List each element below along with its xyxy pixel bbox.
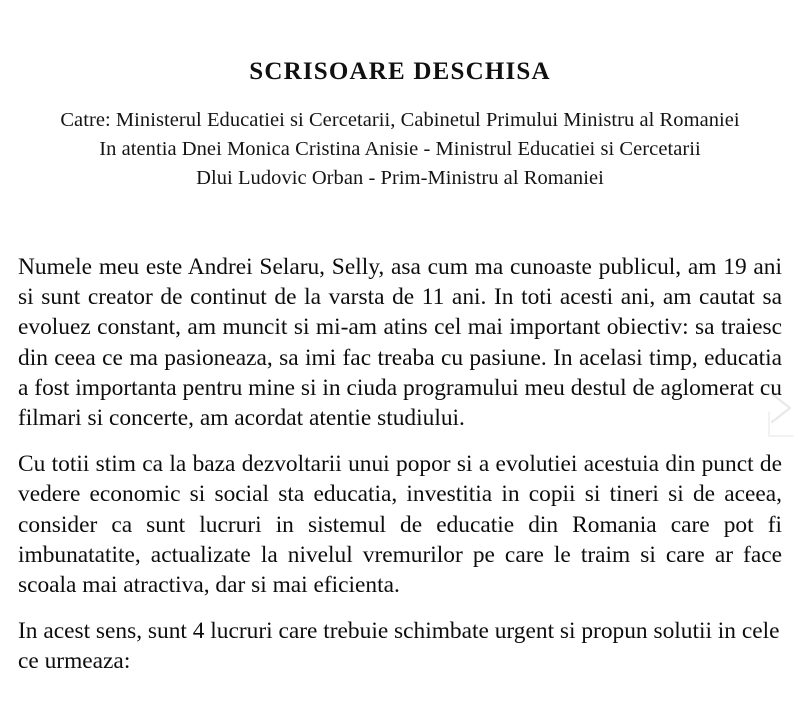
page-title: SCRISOARE DESCHISA: [249, 57, 551, 85]
letter-body: [18, 252, 782, 677]
body-paragraph-introduction: Numele meu este Andrei Selaru, Selly, asa cum ma cunoaste publicul, am 19 ani si sunt creator de continut de la varsta de 11 ani. In toti acesti ani, am cautat sa evoluez constant, am muncit si mi-am atins cel mai important obiectiv: sa traiesc din ceea ce ma pasioneaza, sa imi fac treaba cu pasiune. In acelasi timp, educatia a fost importanta pentru mine si in ciuda programului meu destul de aglomerat cu filmari si concerte, am acordat atentie studiului.: [18, 254, 782, 432]
body-paragraph-proposal-intro: In acest sens, sunt 4 lucruri care trebuie schimbate urgent si propun solutii in cele ce urmeaza:: [18, 618, 780, 675]
body-paragraph-education-argument: Cu totii stim ca la baza dezvoltarii unui popor si a evolutiei acestuia din punct de vedere economic si social sta educatia, investitia in copii si tineri si de aceea, consider ca sunt lucruri in sistemul de educatie din Romania care pot fi imbunatatite, actualizate la nivelul vremurilor pe care le traim si care ar face scoala mai atractiva, dar si mai eficienta.: [18, 451, 782, 599]
address-line-recipient: Catre: Ministerul Educatiei si Cercetarii, Cabinetul Primului Ministru al Romaniei: [60, 109, 740, 131]
address-line-attention-prime-minister: Dlui Ludovic Orban - Prim-Ministru al Romaniei: [196, 167, 604, 189]
addressee-block: [0, 106, 800, 193]
address-line-attention-minister: In atentia Dnei Monica Cristina Anisie - Ministrul Educatiei si Cercetarii: [99, 138, 701, 160]
